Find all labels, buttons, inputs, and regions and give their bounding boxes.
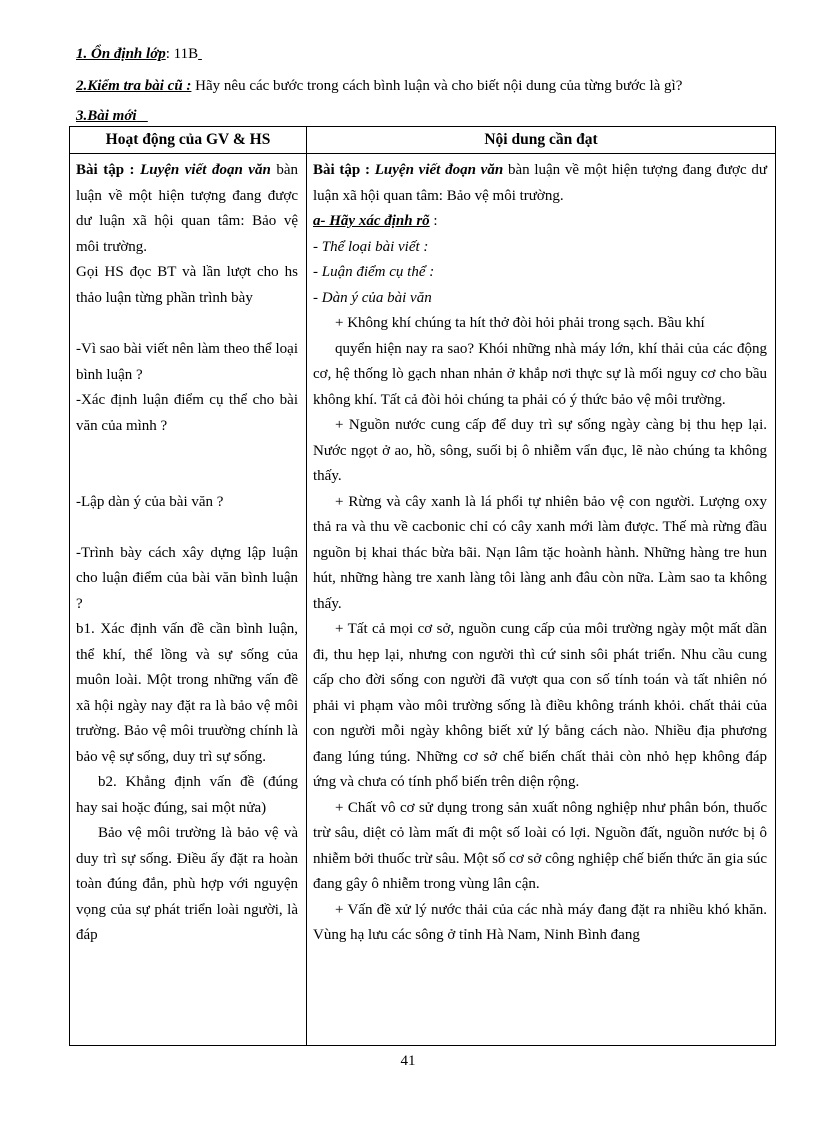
left-question-3: -Lập dàn ý của bài văn ?	[76, 494, 224, 510]
right-section-a: a- Hãy xác định rõ :	[313, 213, 438, 229]
lesson-table	[69, 126, 776, 1046]
left-step-b1: b1. Xác định vấn đề cần bình luận, thể khí, thể lồng và sự sống của muôn loài. Một trong những vấn đề xã hội ngày nay đặt ra là bảo vệ môi trường. Bảo vệ môi truường chính là bảo vệ sự sống, duy trì sự sống.	[76, 621, 298, 765]
review-question: Hãy nêu các bước trong cách bình luận và cho biết nội dung của từng bước là gì?	[191, 78, 683, 94]
right-exercise: Bài tập : Luyện viết đoạn văn bàn luận về một hiện tượng đang được dư luận xã hội quan tâm: Bảo vệ môi trường.	[313, 162, 767, 204]
right-para-resources: + Tất cả mọi cơ sở, nguồn cung cấp của môi trường ngày một mất dần đi, thu hẹp lại, nhưng con người thì cứ sinh sôi phát triển. Nhu cầu cung cấp cho đời sống con người đã vượt qua con số tính toán và tất nhiên nó phải vi phạm vào môi trường sống là điều không tránh khỏi. chất thải của con người mỗi ngày không biết xử lý bằng cách nào. Nhiều địa phương đang lúng túng. Những cơ sở chế biến chất thải còn nhỏ hẹp không đáp ứng và chưa có tính phổ biến trên diện rộng.	[313, 621, 767, 790]
new-lesson-label: 3.Bài mới	[76, 108, 137, 124]
left-step-b2: b2. Khẳng định vấn đề (đúng hay sai hoặc đúng, sai một nửa)	[76, 774, 298, 816]
stabilize-class-label: 1. Ổn định lớp	[76, 46, 166, 62]
left-question-2: -Xác định luận điểm cụ thể cho bài văn của mình ?	[76, 392, 298, 434]
left-instruction: Gọi HS đọc BT và lần lượt cho hs thảo luận từng phần trình bày	[76, 264, 298, 306]
right-item-outline: - Dàn ý của bài văn	[313, 289, 432, 306]
left-step-b3: Bảo vệ môi trường là bảo vệ và duy trì sự sống. Điều ấy đặt ra hoàn toàn đúng đắn, phù hợp với nguyện vọng của sự phát triển loài người, là đáp	[76, 825, 298, 943]
right-item-thesis: - Luận điểm cụ thể :	[313, 264, 435, 280]
class-name: : 11B	[165, 46, 199, 62]
right-para-chemicals: + Chất vô cơ sử dụng trong sản xuất nông nghiệp như phân bón, thuốc trừ sâu, diệt cỏ làm mất đi một số loài có lợi. Nguồn đất, nguồn nước bị ô nhiễm bởi thuốc trừ sâu. Một số cơ sở công nghiệp chế biến thức ăn gia súc đang gây ô nhiễm trong vùng lân cận.	[313, 799, 767, 892]
review-label: 2.Kiểm tra bài cũ :	[76, 78, 192, 94]
left-exercise: Bài tập : Luyện viết đoạn văn bàn luận về một hiện tượng đang được dư luận xã hội quan tâm: Bảo vệ môi trường.	[76, 162, 298, 255]
col-header-activities: Hoạt động của GV & HS	[70, 127, 307, 154]
left-question-1: -Vì sao bài viết nên làm theo thể loại bình luận ?	[76, 341, 298, 383]
col-header-content: Nội dung cần đạt	[307, 127, 776, 154]
right-item-genre: - Thể loại bài viết :	[313, 238, 429, 255]
activities-cell	[70, 154, 307, 1046]
left-question-4: -Trình bày cách xây dựng lập luận cho luận điểm của bài văn bình luận ?	[76, 544, 298, 612]
section-review-old-lesson	[76, 76, 682, 96]
page-number: 41	[400, 1053, 416, 1069]
content-cell	[307, 154, 776, 1046]
right-para-air: quyển hiện nay ra sao? Khói những nhà máy lớn, khí thải của các động cơ, hệ thống lò gạch nhan nhản ở khắp nơi thực sự là mối nguy cơ cho bầu không khí. Tất cả đòi hỏi chúng ta phải có ý thức bảo vệ môi trường.	[313, 340, 767, 408]
right-para-air-first: + Không khí chúng ta hít thở đòi hỏi phải trong sạch. Bầu khí	[335, 315, 705, 331]
right-para-forest: + Rừng và cây xanh là lá phổi tự nhiên bảo vệ con người. Lượng oxy thả ra và thu về cacbonic chỉ có cây xanh mới làm được. Thế mà rừng đầu nguồn bị khai thác bừa bãi. Nạn lâm tặc hoành hành. Những hàng tre hun hút, những hàng tre xanh làng tôi làng anh đâu còn nữa. Làm sao ta không thấy.	[313, 493, 767, 612]
section-stabilize-class	[76, 44, 202, 64]
right-para-wastewater: + Vấn đề xử lý nước thải của các nhà máy đang đặt ra nhiều khó khăn. Vùng hạ lưu các sông ở tỉnh Hà Nam, Ninh Bình đang	[313, 901, 767, 943]
section-new-lesson	[76, 106, 148, 126]
right-para-water: + Nguồn nước cung cấp để duy trì sự sống ngày càng bị thu hẹp lại. Nước ngọt ở ao, hồ, sông, suối bị ô nhiễm vẩn đục, lẽ nào chúng ta không thấy.	[313, 417, 767, 484]
